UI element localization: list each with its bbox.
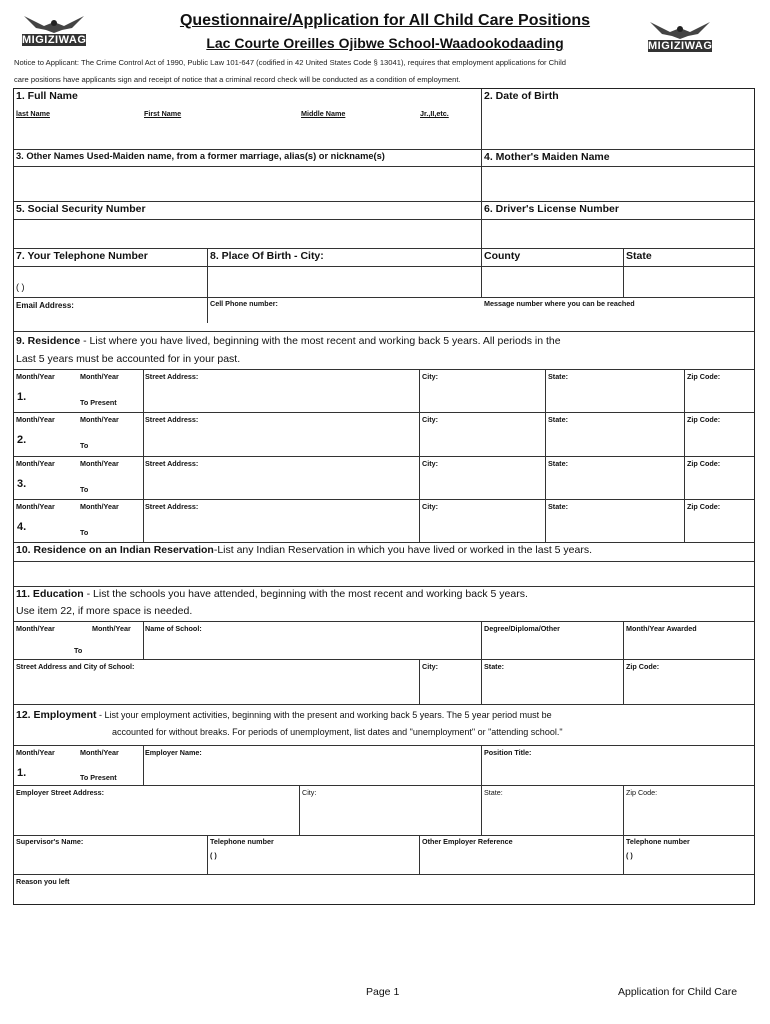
degree-label: Degree/Diploma/Other bbox=[484, 624, 560, 633]
residence-row-number: 3. bbox=[17, 478, 27, 490]
logo-wordmark: MIGIZIWAG bbox=[22, 34, 87, 46]
res-zip-label: Zip Code: bbox=[687, 372, 721, 381]
first-name-label: First Name bbox=[144, 109, 182, 118]
supervisor-phone-parens: ( ) bbox=[210, 851, 217, 860]
school-state-label: State: bbox=[484, 662, 504, 671]
ssn-label: 5. Social Security Number bbox=[16, 203, 146, 215]
drivers-license-label: 6. Driver's License Number bbox=[484, 203, 619, 215]
res-zip-label: Zip Code: bbox=[687, 459, 721, 468]
reason-left-label: Reason you left bbox=[16, 877, 70, 886]
cell-phone-label: Cell Phone number: bbox=[210, 299, 278, 308]
message-number-label: Message number where you can be reached bbox=[484, 299, 635, 308]
res-zip-label: Zip Code: bbox=[687, 415, 721, 424]
area-code-parens: ( ) bbox=[16, 282, 25, 292]
education-desc: - List the schools you have attended, beginning with the most recent and working back 5 years. bbox=[83, 588, 528, 600]
telephone-label: 7. Your Telephone Number bbox=[16, 250, 148, 262]
other-reference-label: Other Employer Reference bbox=[422, 837, 513, 846]
employment-desc: - List your employment activities, beginning with the present and working back 5 years. The 5 year period must be bbox=[96, 710, 552, 720]
reference-phone-label: Telephone number bbox=[626, 837, 690, 846]
res-state-label: State: bbox=[548, 459, 568, 468]
supervisor-phone-label: Telephone number bbox=[210, 837, 274, 846]
residence-desc: - List where you have lived, beginning with the most recent and working back 5 years. All periods in the bbox=[80, 335, 561, 347]
school-street-label: Street Address and City of School: bbox=[16, 662, 135, 671]
education-instructions bbox=[16, 588, 528, 600]
res-city-label: City: bbox=[422, 372, 438, 381]
reservation-instructions bbox=[16, 544, 592, 556]
last-name-label: last Name bbox=[16, 109, 50, 118]
res-city-label: City: bbox=[422, 415, 438, 424]
application-form bbox=[13, 88, 755, 905]
employer-city-label: City: bbox=[302, 788, 317, 797]
res-city-label: City: bbox=[422, 459, 438, 468]
res-month-year-to: Month/Year bbox=[80, 502, 119, 511]
residence-label: 9. Residence bbox=[16, 335, 81, 347]
form-title: Questionnaire/Application for All Child Care Positions bbox=[179, 12, 591, 29]
footer-application-title: Application for Child Care bbox=[618, 986, 738, 998]
employer-zip-label: Zip Code: bbox=[626, 788, 658, 797]
res-zip-label: Zip Code: bbox=[687, 502, 721, 511]
school-city-label: City: bbox=[422, 662, 438, 671]
res-month-year-to: Month/Year bbox=[80, 372, 119, 381]
form-subtitle: Lac Courte Oreilles Ojibwe School-Waadookodaading bbox=[206, 35, 564, 51]
employer-state-label: State: bbox=[484, 788, 503, 797]
res-month-year-to: Month/Year bbox=[80, 415, 119, 424]
res-month-year-from: Month/Year bbox=[16, 372, 55, 381]
edu-month-year-from: Month/Year bbox=[16, 624, 55, 633]
res-street-label: Street Address: bbox=[145, 372, 199, 381]
res-month-year-from: Month/Year bbox=[16, 459, 55, 468]
res-street-label: Street Address: bbox=[145, 502, 199, 511]
middle-name-label: Middle Name bbox=[301, 109, 346, 118]
position-title-label: Position Title: bbox=[484, 748, 532, 757]
education-label: 11. Education bbox=[16, 588, 84, 600]
res-month-year-to: Month/Year bbox=[80, 459, 119, 468]
res-street-label: Street Address: bbox=[145, 415, 199, 424]
employment-label: 12. Employment bbox=[16, 709, 97, 721]
residence-row-number: 4. bbox=[17, 521, 27, 533]
emp-month-year-from: Month/Year bbox=[16, 748, 55, 757]
res-street-label: Street Address: bbox=[145, 459, 199, 468]
reservation-desc: -List any Indian Reservation in which you have lived or worked in the last 5 years. bbox=[213, 544, 593, 556]
res-state-label: State: bbox=[548, 372, 568, 381]
other-names-label: 3. Other Names Used-Maiden name, from a former marriage, alias(s) or nickname(s) bbox=[16, 151, 385, 161]
supervisor-name-label: Supervisor's Name: bbox=[16, 837, 84, 846]
suffix-label: Jr.,II,etc. bbox=[420, 109, 449, 118]
residence-row-number: 2. bbox=[17, 434, 27, 446]
notice-line-2: care positions have applicants sign and receipt of notice that a criminal record check will be conducted as a condition of employment. bbox=[14, 75, 461, 84]
school-zip-label: Zip Code: bbox=[626, 662, 660, 671]
residence-row-to: To bbox=[80, 528, 89, 537]
residence-row-to: To bbox=[80, 441, 89, 450]
logo-wordmark: MIGIZIWAG bbox=[648, 40, 713, 52]
residence-instructions bbox=[16, 335, 561, 347]
residence-row-to: To bbox=[80, 485, 89, 494]
place-of-birth-label: 8. Place Of Birth - City: bbox=[210, 250, 324, 262]
residence-row-number: 1. bbox=[17, 391, 27, 403]
employment-row-number: 1. bbox=[17, 767, 27, 779]
residence-desc-2: Last 5 years must be accounted for in your past. bbox=[16, 353, 241, 365]
edu-month-year-to: Month/Year bbox=[92, 624, 131, 633]
employment-desc-2: accounted for without breaks. For periods of unemployment, list dates and "unemployment" or "attending school." bbox=[112, 727, 563, 737]
page-number: Page 1 bbox=[366, 986, 400, 998]
notice-line-1: Notice to Applicant: The Crime Control Act of 1990, Public Law 101-647 (codified in 42 United States Code § 13041), requires that employment applications for Child bbox=[14, 58, 566, 67]
res-month-year-from: Month/Year bbox=[16, 502, 55, 511]
res-month-year-from: Month/Year bbox=[16, 415, 55, 424]
reservation-label: 10. Residence on an Indian Reservation bbox=[16, 544, 214, 556]
employment-instructions bbox=[16, 709, 552, 721]
employer-name-label: Employer Name: bbox=[145, 748, 202, 757]
res-city-label: City: bbox=[422, 502, 438, 511]
county-label: County bbox=[484, 250, 521, 262]
month-year-awarded-label: Month/Year Awarded bbox=[626, 624, 697, 633]
edu-to-label: To bbox=[74, 646, 83, 655]
employer-street-label: Employer Street Address: bbox=[16, 788, 105, 797]
education-desc-2: Use item 22, if more space is needed. bbox=[16, 605, 193, 617]
date-of-birth-label: 2. Date of Birth bbox=[484, 90, 559, 102]
res-state-label: State: bbox=[548, 415, 568, 424]
email-label: Email Address: bbox=[16, 301, 74, 310]
school-name-label: Name of School: bbox=[145, 624, 202, 633]
full-name-label: 1. Full Name bbox=[16, 90, 78, 102]
res-state-label: State: bbox=[548, 502, 568, 511]
reference-phone-parens: ( ) bbox=[626, 851, 633, 860]
emp-to-present-label: To Present bbox=[80, 773, 117, 782]
mothers-maiden-name-label: 4. Mother's Maiden Name bbox=[484, 151, 610, 163]
residence-row-to: To Present bbox=[80, 398, 117, 407]
emp-month-year-to: Month/Year bbox=[80, 748, 119, 757]
state-label: State bbox=[626, 250, 652, 262]
